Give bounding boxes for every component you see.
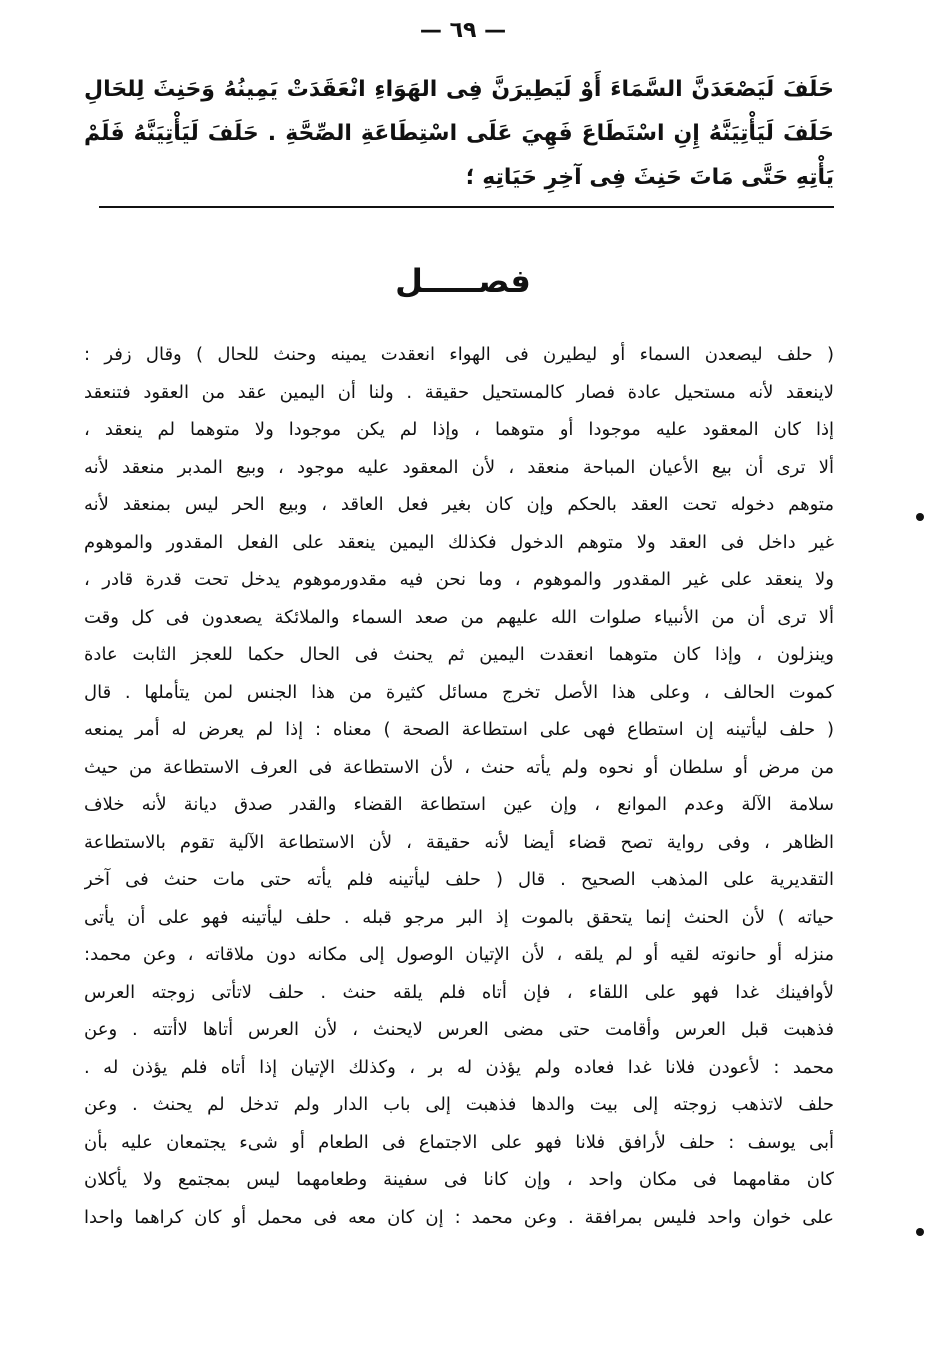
commentary-text-block bbox=[84, 336, 834, 1236]
commentary-line: لأوافينك غدا فهو على اللقاء ، فإن أتاه فلم يلقه حنث . حلف لاتأتى زوجته العرس bbox=[84, 981, 834, 1003]
commentary-line: ولا ينعقد على غير المقدور والموهوم ، وما نحن فيه مقدورموهوم يدخل تحت قدرة قادر ، bbox=[84, 569, 834, 590]
commentary-line: غير داخل فى العقد ولا متوهم الدخول فكذلك اليمين ينعقد على الفعل المقدور والموهوم bbox=[84, 531, 834, 553]
commentary-line: محمد : لأعودن فلانا غدا فعاده ولم يؤذن له بر ، وكذلك الإتيان إذا أتاه فلم يؤذن له . bbox=[84, 1056, 834, 1078]
matn-text-block bbox=[84, 68, 834, 200]
commentary-line: كان مقامهما فى مكان واحد ، وإن كانا فى سفينة وطعامهما ليس بمجتمع ولا يأكلان bbox=[84, 1169, 834, 1190]
commentary-line: ألا ترى أن بيع الأعيان المباحة منعقد ، لأن المعقود عليه موجود ، وبيع المدبر منعقد لأنه bbox=[84, 456, 834, 478]
commentary-line: سلامة الآلة وعدم الموانع ، وإن عين استطاعة القضاء والقدر صدق ديانة لأنه خلاف bbox=[84, 794, 834, 815]
commentary-line: ( حلف ليصعدن السماء أو ليطيرن فى الهواء انعقدت يمينه وحنث للحال ) وقال زفر : bbox=[84, 344, 834, 365]
commentary-line: حلف لاتذهب زوجته إلى بيت والدها فذهبت إلى باب الدار ولم تدخل لم يحنث . وعن bbox=[84, 1094, 834, 1115]
margin-dot-mark bbox=[916, 513, 924, 521]
margin-dot-mark bbox=[916, 1228, 924, 1236]
commentary-line: إذا كان المعقود عليه موجودا أو متوهما ، وإذا لم يكن موجودا ولا متوهما لم ينعقد ، bbox=[84, 419, 834, 440]
commentary-line: التقديرية على المذهب الصحيح . قال ( حلف ليأتينه فلم يأته حتى مات حنث فى آخر bbox=[84, 869, 834, 890]
commentary-line: كموت الحالف ، وعلى هذا الأصل تخرج مسائل كثيرة من هذا الجنس لمن يتأملها . قال bbox=[84, 681, 834, 703]
commentary-line: ألا ترى أن من الأنبياء صلوات الله عليهم من صعد السماء والملائكة يصعدون فى كل وقت bbox=[84, 606, 834, 628]
page-number: — ٦٩ — bbox=[419, 18, 507, 43]
commentary-line: لاينعقد لأنه مستحيل عادة فصار كالمستحيل حقيقة . ولنا أن اليمين عقد من العقود فتنعقد bbox=[84, 381, 834, 403]
commentary-line: فذهبت قبل العرس وأقامت حتى مضى العرس لايحنث ، لأن العرس أتاها لاأتته . وعن bbox=[84, 1019, 834, 1040]
commentary-line: الظاهر ، وفى رواية تصح قضاء أيضا لأنه حقيقة ، لأن الاستطاعة الآلية تقوم بالاستطاعة bbox=[84, 831, 834, 853]
commentary-line: ( حلف ليأتينه إن استطاع فهى على استطاعة الصحة ) معناه : إذا لم يعرض له أمر يمنعه bbox=[84, 719, 834, 740]
commentary-line: متوهم دخوله تحت العقد بالحكم وإن كان بغير فعل العاقد ، وبيع الحر ليس بمنعقد لأنه bbox=[84, 494, 834, 515]
matn-line: يَأْتِهِ حَتَّى مَاتَ حَنِثَ فِى آخِرِ حَيَاتِهِ ؛ bbox=[465, 165, 834, 190]
commentary-line: من مرض أو سلطان أو نحوه ولم يأته حنث ، لأن الاستطاعة فى العرف الاستطاعة من حيث bbox=[84, 756, 834, 778]
matn-line: حَلَفَ لَيَأْتِيَنَّهُ إِنِ اسْتَطَاعَ فَهِيَ عَلَى اسْتِطَاعَةِ الصِّحَّةِ . حَلَفَ لَيَأْتِيَنَّهُ فَلَمْ bbox=[84, 121, 834, 146]
commentary-line: على خوان واحد فليس بمرافقة . وعن محمد : إن كان معه فى محمل أو كان كراهما واحدا bbox=[84, 1206, 834, 1228]
commentary-line: وينزلون ، وإذا كان متوهما انعقدت اليمين ثم يحنث فى الحال حكما للعجز الثابت عادة bbox=[84, 644, 834, 665]
matn-divider-rule bbox=[99, 206, 834, 208]
commentary-line: حياته ) لأن الحنث إنما يتحقق بالموت إذ البر مرجو قبله . حلف ليأتينه فهو على أن يأتى bbox=[84, 906, 834, 928]
commentary-line: أبى يوسف : حلف لأرافق فلانا فهو على الاجتماع فى الطعام أو شىء يجتمعان عليه بأن bbox=[84, 1131, 834, 1153]
commentary-line: منزله أو حانوته لقيه أو لم يلقه ، لأن الإتيان الوصول إلى مكانه دون ملاقاته ، وعن محمد: bbox=[84, 944, 834, 965]
section-title: فصـــــل bbox=[395, 262, 531, 300]
matn-line: حَلَفَ لَيَصْعَدَنَّ السَّمَاءَ أَوْ لَيَطِيرَنَّ فِى الهَوَاءِ انْعَقَدَتْ يَمِينُهُ وَحَنِثَ لِلحَالِ bbox=[84, 77, 834, 102]
